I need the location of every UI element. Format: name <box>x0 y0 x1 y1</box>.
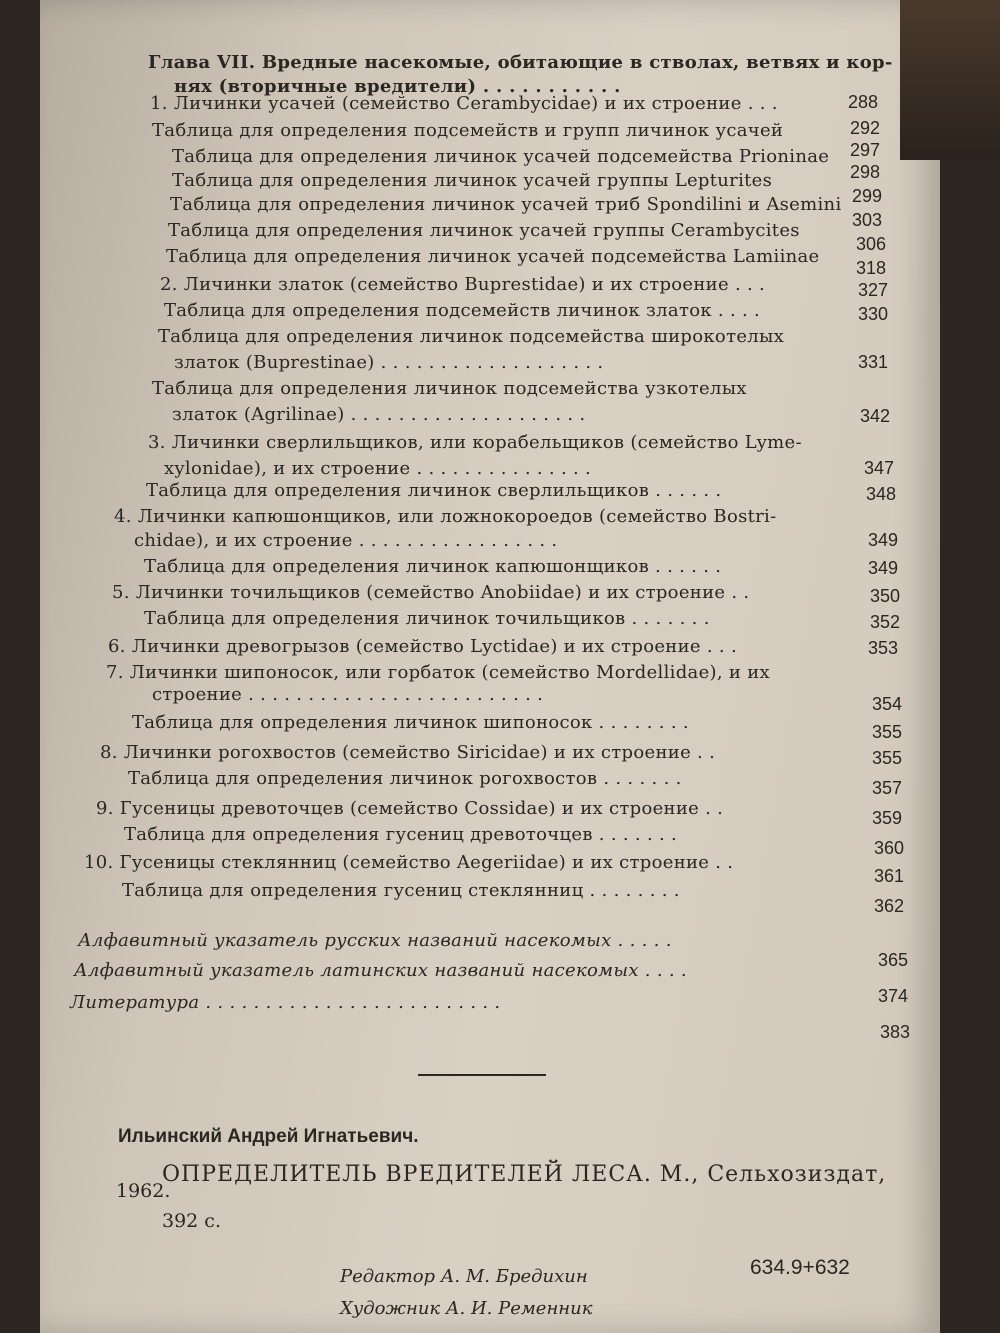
toc-line: златок (Buprestinae) . . . . . . . . . . . . . . . . . . . <box>174 352 604 373</box>
imprint-artist: Художник А. И. Ременник <box>340 1298 593 1319</box>
toc-page-number: 349 <box>868 530 899 550</box>
toc-page-number: 361 <box>874 866 905 886</box>
toc-line: 9. Гусеницы древоточцев (семейство Cossidae) и их строение . . <box>96 798 724 819</box>
toc-line: Таблица для определения подсемейств личинок златок . . . . <box>164 300 761 321</box>
toc-line: Таблица для определения личинок усачей подсемейства Lamiinae <box>166 246 820 267</box>
imprint-author: Ильинский Андрей Игнатьевич. <box>118 1126 419 1147</box>
toc-line: Таблица для определения личинок усачей триб Spondilini и Asemini <box>170 194 842 215</box>
toc-line: Таблица для определения личинок усачей группы Lepturites <box>172 170 773 191</box>
chapter-heading-line1 <box>148 52 893 73</box>
toc-line: Таблица для определения личинок усачей подсемейства Prioninae <box>172 146 830 167</box>
toc-line: Таблица для определения личинок шипоносок . . . . . . . . <box>132 712 689 733</box>
toc-page-number: 298 <box>850 162 881 182</box>
toc-line: 4. Личинки капюшонщиков, или ложнокороедов (семейство Bostri- <box>114 506 777 527</box>
chapter-label: Глава VII. Вредные насекомые, обитающие в стволах, ветвях и кор- <box>148 52 893 73</box>
toc-page-number: 353 <box>868 638 899 658</box>
toc-page-number: 306 <box>856 234 887 254</box>
toc-page-number: 374 <box>878 986 909 1006</box>
toc-page-number: 349 <box>868 558 899 578</box>
toc-line: Таблица для определения личинок капюшонщиков . . . . . . <box>144 556 722 577</box>
toc-page-number: 359 <box>872 808 903 828</box>
toc-page-number: 303 <box>852 210 883 230</box>
toc-line: 2. Личинки златок (семейство Buprestidae) и их строение . . . <box>160 274 766 295</box>
toc-page-number: 330 <box>858 304 889 324</box>
toc-line: Литература . . . . . . . . . . . . . . . . . . . . . . . . . <box>70 992 501 1013</box>
toc-line: 1. Личинки усачей (семейство Cerambycidae) и их строение . . . <box>150 93 778 114</box>
toc-line: Таблица для определения подсемейств и групп личинок усачей <box>152 120 784 141</box>
toc-line: 3. Личинки сверлильщиков, или корабельщиков (семейство Lyme- <box>148 432 802 453</box>
toc-line: chidae), и их строение . . . . . . . . . . . . . . . . . <box>134 530 558 551</box>
toc-line: Таблица для определения личинок рогохвостов . . . . . . . <box>128 768 682 789</box>
imprint-year: 1962. <box>116 1180 171 1202</box>
imprint-classification-code: 634.9+632 <box>750 1256 850 1279</box>
imprint-editor: Редактор А. М. Бредихин <box>340 1266 588 1287</box>
toc-page-number: 348 <box>866 484 897 504</box>
toc-page-number: 365 <box>878 950 909 970</box>
toc-page-number: 331 <box>858 352 889 372</box>
toc-page-number: 352 <box>870 612 901 632</box>
toc-line: 5. Личинки точильщиков (семейство Anobiidae) и их строение . . <box>112 582 750 603</box>
toc-line: xylonidae), и их строение . . . . . . . . . . . . . . . <box>164 458 592 479</box>
toc-line: нях (вторичные вредители) . . . . . . . . . . . <box>174 76 621 97</box>
imprint-title: ОПРЕДЕЛИТЕЛЬ ВРЕДИТЕЛЕЙ ЛЕСА. М., Сельхозиздат, <box>162 1162 887 1187</box>
toc-line: 7. Личинки шипоносок, или горбаток (семейство Mordellidae), и их <box>106 662 770 683</box>
toc-line: Таблица для определения личинок усачей группы Cerambycites <box>168 220 800 241</box>
toc-page-number: 347 <box>864 458 895 478</box>
toc-line: Таблица для определения личинок подсемейства широкотелых <box>158 326 785 347</box>
toc-line: Таблица для определения гусениц стеклянниц . . . . . . . . <box>122 880 680 901</box>
toc-page-number: 357 <box>872 778 903 798</box>
toc-page-number: 299 <box>852 186 883 206</box>
toc-line: строение . . . . . . . . . . . . . . . . . . . . . . . . . <box>152 684 544 705</box>
toc-page-number: 342 <box>860 406 891 426</box>
toc-page-number: 355 <box>872 722 903 742</box>
toc-page-number: 288 <box>848 92 879 112</box>
toc-page-number: 292 <box>850 118 881 138</box>
toc-page-number: 355 <box>872 748 903 768</box>
toc-page-number: 297 <box>850 140 881 160</box>
toc-page-number: 327 <box>858 280 889 300</box>
toc-page-number: 354 <box>872 694 903 714</box>
toc-line: Алфавитный указатель русских названий насекомых . . . . . <box>78 930 672 951</box>
toc-page-number: 350 <box>870 586 901 606</box>
toc-line: 8. Личинки рогохвостов (семейство Siricidae) и их строение . . <box>100 742 716 763</box>
toc-page-number: 362 <box>874 896 905 916</box>
toc-page-number: 383 <box>880 1022 911 1042</box>
toc-page-number: 360 <box>874 838 905 858</box>
toc-page-number: 318 <box>856 258 887 278</box>
toc-line: златок (Agrilinae) . . . . . . . . . . . . . . . . . . . . <box>172 404 586 425</box>
toc-line: Таблица для определения личинок сверлильщиков . . . . . . <box>146 480 722 501</box>
toc-line: 6. Личинки древогрызов (семейство Lyctidae) и их строение . . . <box>108 636 737 657</box>
toc-line: Таблица для определения личинок точильщиков . . . . . . . <box>144 608 710 629</box>
section-divider <box>418 1074 546 1076</box>
toc-line: 10. Гусеницы стеклянниц (семейство Aegeriidae) и их строение . . <box>84 852 734 873</box>
toc-line: Таблица для определения гусениц древоточцев . . . . . . . <box>124 824 678 845</box>
imprint-pages: 392 с. <box>162 1210 221 1232</box>
toc-line: Алфавитный указатель латинских названий насекомых . . . . <box>74 960 687 981</box>
toc-line: Таблица для определения личинок подсемейства узкотелых <box>152 378 747 399</box>
